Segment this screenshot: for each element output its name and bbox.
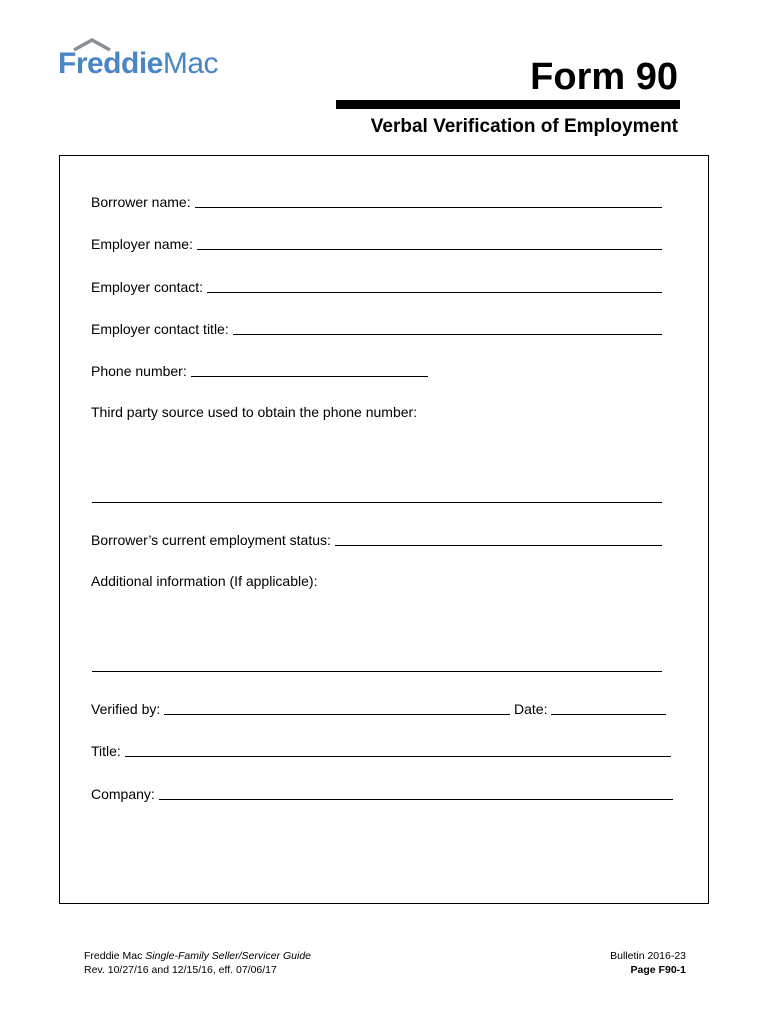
- borrower-name-field[interactable]: [91, 193, 662, 210]
- footer-guide-line: [84, 949, 311, 963]
- freddie-mac-logo: [58, 38, 233, 86]
- company-label: Company:: [91, 786, 155, 802]
- third-party-source-label: Third party source used to obtain the phone number:: [91, 404, 418, 420]
- employer-contact-title-field[interactable]: [91, 320, 662, 337]
- date-label: Date:: [514, 701, 548, 717]
- employer-name-field[interactable]: [91, 235, 662, 252]
- third-party-source-input-line[interactable]: [92, 502, 662, 503]
- date-input-line[interactable]: [551, 700, 666, 715]
- title-input-line[interactable]: [125, 742, 671, 757]
- logo-word-mac: Mac: [162, 47, 219, 80]
- title-field[interactable]: [91, 742, 671, 759]
- additional-info-input-line[interactable]: [92, 671, 662, 672]
- company-field[interactable]: [91, 785, 673, 802]
- employment-status-input-line[interactable]: [335, 531, 662, 546]
- borrower-name-input-line[interactable]: [195, 193, 662, 208]
- date-field[interactable]: [514, 700, 666, 717]
- phone-number-field[interactable]: [91, 362, 428, 379]
- logo-wordmark: [58, 47, 218, 81]
- phone-number-input-line[interactable]: [191, 362, 428, 377]
- form-subtitle: Verbal Verification of Employment: [370, 116, 678, 137]
- footer-revision-line: Rev. 10/27/16 and 12/15/16, eff. 07/06/17: [84, 964, 277, 976]
- company-input-line[interactable]: [159, 785, 673, 800]
- verified-by-label: Verified by:: [91, 701, 161, 717]
- footer-guide-prefix: Freddie Mac: [84, 950, 146, 962]
- employer-name-input-line[interactable]: [197, 235, 662, 250]
- employer-contact-field[interactable]: [91, 278, 662, 295]
- title-rule: [336, 100, 680, 109]
- employer-name-label: Employer name:: [91, 236, 193, 252]
- phone-number-label: Phone number:: [91, 363, 187, 379]
- verified-by-field[interactable]: [91, 700, 510, 717]
- employment-status-field[interactable]: [91, 531, 662, 548]
- form-title: Form 90: [530, 56, 678, 98]
- footer-bulletin-info: [610, 949, 686, 977]
- additional-info-label: Additional information (If applicable):: [91, 573, 318, 589]
- borrower-name-label: Borrower name:: [91, 194, 191, 210]
- footer-bulletin: Bulletin 2016-23: [610, 950, 686, 962]
- employer-contact-input-line[interactable]: [207, 278, 662, 293]
- verified-by-input-line[interactable]: [164, 700, 510, 715]
- employer-contact-label: Employer contact:: [91, 279, 204, 295]
- footer-guide-info: [84, 949, 311, 977]
- employer-contact-title-input-line[interactable]: [233, 320, 662, 335]
- footer-page-number: Page F90-1: [630, 964, 686, 976]
- employment-status-label: Borrower’s current employment status:: [91, 532, 331, 548]
- employer-contact-title-label: Employer contact title:: [91, 321, 229, 337]
- title-label: Title:: [91, 743, 121, 759]
- footer-guide-title: Single-Family Seller/Servicer Guide: [145, 950, 312, 962]
- logo-word-freddie: Freddie: [58, 47, 163, 80]
